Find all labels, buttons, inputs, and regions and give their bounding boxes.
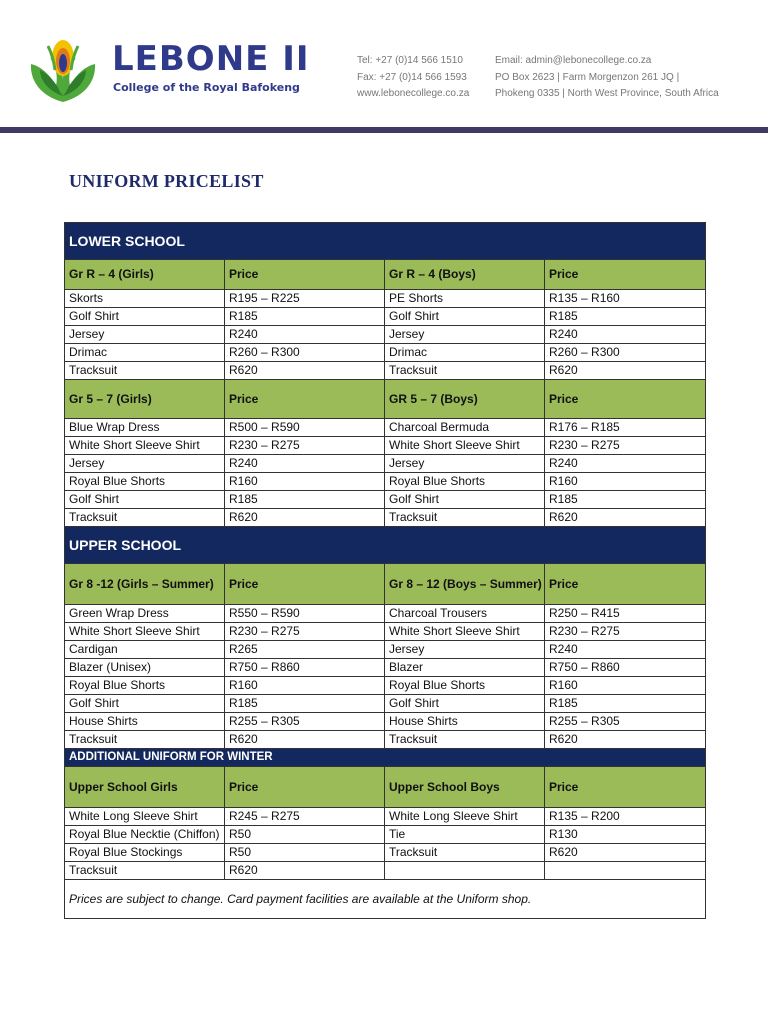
table-row <box>65 731 706 749</box>
item-cell: Royal Blue Shorts <box>385 677 545 695</box>
section-winter-uniform <box>65 749 706 767</box>
letterhead <box>0 0 768 128</box>
contact-email: Email: admin@lebonecollege.co.za <box>495 55 652 66</box>
column-header-row <box>65 260 706 290</box>
contact-fax: Fax: +27 (0)14 566 1593 <box>357 71 467 83</box>
item-cell: Golf Shirt <box>385 308 545 326</box>
price-header: Price <box>225 564 385 605</box>
price-cell: R240 <box>545 326 706 344</box>
brand-subtitle: College of the Royal Bafokeng <box>113 81 300 94</box>
table-row <box>65 844 706 862</box>
price-cell: R255 – R305 <box>545 713 706 731</box>
item-cell: Jersey <box>65 326 225 344</box>
table-row <box>65 455 706 473</box>
brand-name: LEBONE II <box>112 39 310 79</box>
group-header: Gr 5 – 7 (Girls) <box>65 380 225 419</box>
section-title: UPPER SCHOOL <box>65 527 706 564</box>
item-cell: Drimac <box>65 344 225 362</box>
item-cell: Golf Shirt <box>385 695 545 713</box>
table-row <box>65 326 706 344</box>
item-cell: Tracksuit <box>65 509 225 527</box>
price-header: Price <box>545 380 706 419</box>
item-cell: Jersey <box>385 641 545 659</box>
price-cell: R230 – R275 <box>545 623 706 641</box>
table-row <box>65 491 706 509</box>
price-header: Price <box>225 767 385 808</box>
item-cell: Green Wrap Dress <box>65 605 225 623</box>
price-cell: R750 – R860 <box>225 659 385 677</box>
section-title: LOWER SCHOOL <box>65 223 706 260</box>
group-header: Upper School Boys <box>385 767 545 808</box>
table-row <box>65 290 706 308</box>
table-row <box>65 362 706 380</box>
price-cell: R620 <box>545 731 706 749</box>
item-cell: Drimac <box>385 344 545 362</box>
table-row <box>65 862 706 880</box>
table-row <box>65 695 706 713</box>
item-cell: Golf Shirt <box>65 695 225 713</box>
price-cell: R50 <box>225 844 385 862</box>
price-cell: R195 – R225 <box>225 290 385 308</box>
price-cell: R185 <box>545 308 706 326</box>
price-cell: R240 <box>225 455 385 473</box>
item-cell: Golf Shirt <box>65 491 225 509</box>
table-row <box>65 713 706 731</box>
item-cell: Cardigan <box>65 641 225 659</box>
footer-note: Prices are subject to change. Card payment facilities are available at the Uniform shop. <box>65 880 706 919</box>
price-cell: R620 <box>545 844 706 862</box>
price-header: Price <box>545 767 706 808</box>
price-cell: R185 <box>545 491 706 509</box>
item-cell: Tracksuit <box>65 362 225 380</box>
item-cell: House Shirts <box>385 713 545 731</box>
item-cell: Royal Blue Necktie (Chiffon) <box>65 826 225 844</box>
price-cell: R550 – R590 <box>225 605 385 623</box>
item-cell: Blazer <box>385 659 545 677</box>
price-cell: R160 <box>545 677 706 695</box>
table-row <box>65 641 706 659</box>
price-cell: R240 <box>545 455 706 473</box>
price-cell: R260 – R300 <box>225 344 385 362</box>
item-cell: White Long Sleeve Shirt <box>385 808 545 826</box>
price-cell: R255 – R305 <box>225 713 385 731</box>
price-cell: R230 – R275 <box>545 437 706 455</box>
item-cell: Tracksuit <box>385 731 545 749</box>
price-cell: R185 <box>225 695 385 713</box>
price-cell: R185 <box>225 491 385 509</box>
item-cell: White Short Sleeve Shirt <box>385 437 545 455</box>
contact-address <box>495 53 719 103</box>
table-row <box>65 509 706 527</box>
price-cell: R230 – R275 <box>225 623 385 641</box>
table-row <box>65 659 706 677</box>
table-row <box>65 826 706 844</box>
price-cell: R176 – R185 <box>545 419 706 437</box>
price-cell: R260 – R300 <box>545 344 706 362</box>
contact-phone-web <box>357 53 469 103</box>
group-header: Gr 8 -12 (Girls – Summer) <box>65 564 225 605</box>
price-cell: R130 <box>545 826 706 844</box>
item-cell: Royal Blue Shorts <box>65 677 225 695</box>
item-cell: Skorts <box>65 290 225 308</box>
table-row <box>65 623 706 641</box>
contact-tel: Tel: +27 (0)14 566 1510 <box>357 55 463 66</box>
group-header: Upper School Girls <box>65 767 225 808</box>
price-header: Price <box>225 380 385 419</box>
footer-note-row <box>65 880 706 919</box>
price-cell: R160 <box>225 473 385 491</box>
item-cell: Royal Blue Shorts <box>65 473 225 491</box>
price-cell: R240 <box>545 641 706 659</box>
page-title: UNIFORM PRICELIST <box>69 171 264 191</box>
section-title: ADDITIONAL UNIFORM FOR WINTER <box>65 749 706 767</box>
price-cell: R500 – R590 <box>225 419 385 437</box>
item-cell: White Long Sleeve Shirt <box>65 808 225 826</box>
table-row <box>65 473 706 491</box>
item-cell: House Shirts <box>65 713 225 731</box>
item-cell: Tracksuit <box>385 362 545 380</box>
price-cell: R265 <box>225 641 385 659</box>
item-cell: Tracksuit <box>385 844 545 862</box>
item-cell: Jersey <box>65 455 225 473</box>
item-cell: White Short Sleeve Shirt <box>65 623 225 641</box>
contact-po-box: PO Box 2623 | Farm Morgenzon 261 JQ | <box>495 71 680 83</box>
item-cell: Charcoal Trousers <box>385 605 545 623</box>
price-cell: R250 – R415 <box>545 605 706 623</box>
price-cell <box>545 862 706 880</box>
item-cell: Blue Wrap Dress <box>65 419 225 437</box>
price-cell: R160 <box>545 473 706 491</box>
item-cell: Jersey <box>385 326 545 344</box>
item-cell: Charcoal Bermuda <box>385 419 545 437</box>
item-cell: Blazer (Unisex) <box>65 659 225 677</box>
item-cell: PE Shorts <box>385 290 545 308</box>
uniform-price-table <box>64 222 706 919</box>
table-row <box>65 677 706 695</box>
header-divider <box>0 127 768 133</box>
item-cell: Jersey <box>385 455 545 473</box>
price-header: Price <box>225 260 385 290</box>
group-header: GR 5 – 7 (Boys) <box>385 380 545 419</box>
price-header: Price <box>545 564 706 605</box>
price-cell: R620 <box>545 509 706 527</box>
price-cell: R185 <box>225 308 385 326</box>
price-header: Price <box>545 260 706 290</box>
price-cell: R50 <box>225 826 385 844</box>
item-cell: Royal Blue Stockings <box>65 844 225 862</box>
item-cell <box>385 862 545 880</box>
section-upper-school <box>65 527 706 564</box>
item-cell: White Short Sleeve Shirt <box>65 437 225 455</box>
item-cell: White Short Sleeve Shirt <box>385 623 545 641</box>
price-cell: R160 <box>225 677 385 695</box>
column-header-row <box>65 380 706 419</box>
table-row <box>65 419 706 437</box>
price-cell: R750 – R860 <box>545 659 706 677</box>
table-row <box>65 344 706 362</box>
item-cell: Tracksuit <box>65 731 225 749</box>
item-cell: Royal Blue Shorts <box>385 473 545 491</box>
table-row <box>65 605 706 623</box>
price-cell: R620 <box>225 362 385 380</box>
price-cell: R620 <box>225 731 385 749</box>
column-header-row <box>65 767 706 808</box>
table-row <box>65 808 706 826</box>
item-cell: Golf Shirt <box>65 308 225 326</box>
price-cell: R620 <box>545 362 706 380</box>
price-cell: R135 – R200 <box>545 808 706 826</box>
item-cell: Golf Shirt <box>385 491 545 509</box>
college-crest-logo <box>28 36 98 104</box>
table-row <box>65 437 706 455</box>
contact-location: Phokeng 0335 | North West Province, South Africa <box>495 88 719 99</box>
table-row <box>65 308 706 326</box>
contact-website: www.lebonecollege.co.za <box>357 88 470 99</box>
group-header: Gr R – 4 (Boys) <box>385 260 545 290</box>
price-cell: R185 <box>545 695 706 713</box>
section-lower-school <box>65 223 706 260</box>
group-header: Gr R – 4 (Girls) <box>65 260 225 290</box>
item-cell: Tie <box>385 826 545 844</box>
price-cell: R245 – R275 <box>225 808 385 826</box>
price-cell: R240 <box>225 326 385 344</box>
price-cell: R620 <box>225 509 385 527</box>
group-header: Gr 8 – 12 (Boys – Summer) <box>385 564 545 605</box>
item-cell: Tracksuit <box>385 509 545 527</box>
column-header-row <box>65 564 706 605</box>
price-cell: R230 – R275 <box>225 437 385 455</box>
price-cell: R620 <box>225 862 385 880</box>
item-cell: Tracksuit <box>65 862 225 880</box>
price-cell: R135 – R160 <box>545 290 706 308</box>
